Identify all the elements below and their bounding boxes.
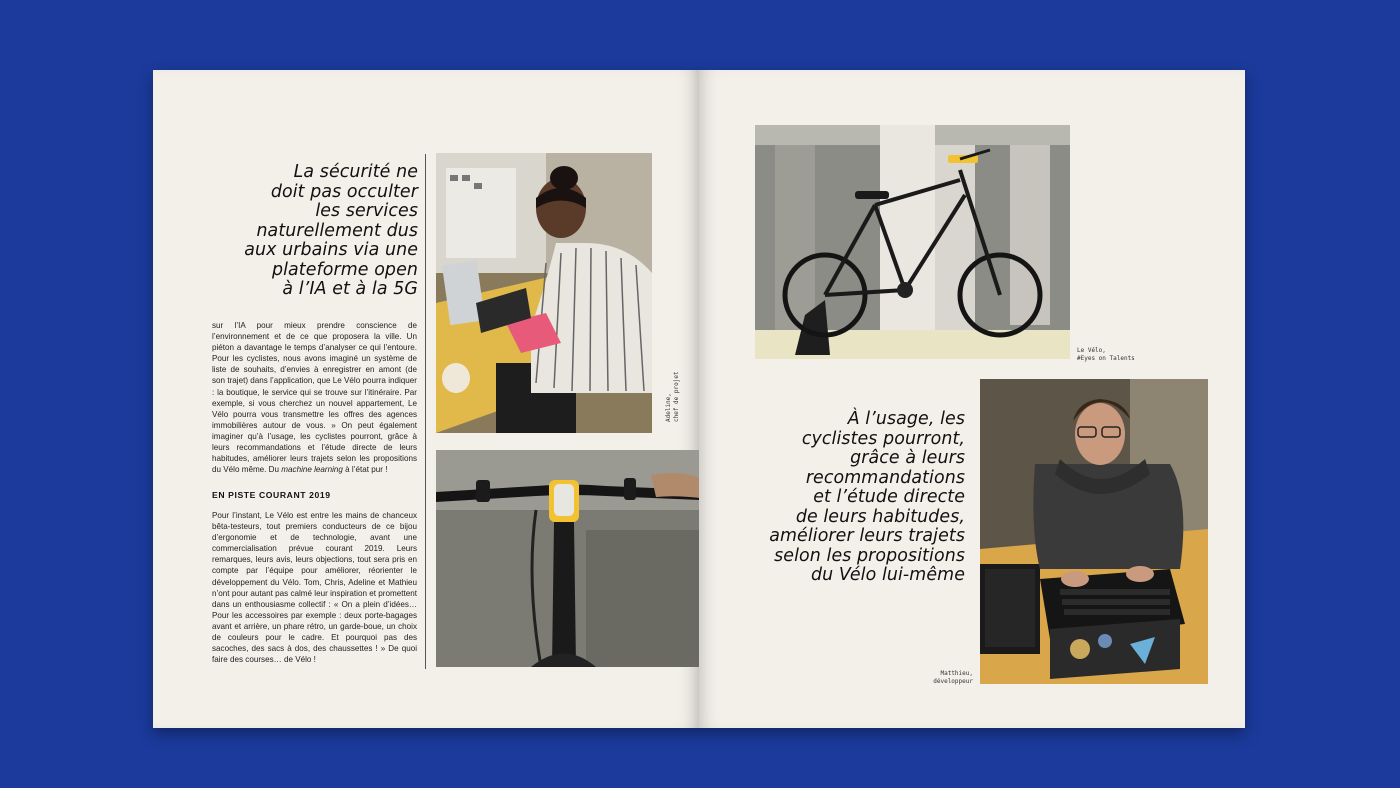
body-paragraph-1 [212, 320, 417, 475]
caption-line: développeur [933, 678, 973, 685]
woman-laptop-photo [436, 153, 652, 433]
pull-quote-line: La sécurité ne [293, 162, 418, 182]
pull-quote-line: recommandations [805, 467, 965, 488]
left-page [153, 70, 699, 728]
caption-mathieu [929, 670, 973, 686]
bike-showroom-photo [755, 125, 1070, 359]
pull-quote-line: cyclistes pourront, [801, 428, 965, 449]
italic-term: machine learning [281, 465, 343, 475]
pull-quote-line: à l’IA et à la 5G [282, 279, 418, 299]
pull-quote-line: grâce à leurs [850, 448, 965, 468]
developer-laptop-photo [980, 379, 1208, 684]
pull-quote-line: les services [315, 201, 418, 221]
pull-quote-line: améliorer leurs trajets [769, 526, 965, 546]
pull-quote-line: de leurs habitudes, [795, 506, 965, 527]
right-pull-quote [699, 410, 965, 586]
bike-handlebar-photo [436, 450, 700, 667]
caption-adeline [665, 371, 681, 422]
body-paragraph-2: Pour l’instant, Le Vélo est entre les mains de chanceux bêta-testeurs, tout premiers conducteurs de ce bijou d’ergonomie et de technologie, avant une commercialisation prévue courant 2019. Leurs remarques, leurs avis, leurs objections, tout sera pris en compte par l’équipe pour améliorer, réorienter le développement du Vélo. Tom, Chris, Adeline et Mathieu n’ont pour autant pas calmé leur inspiration et promettent dans un enthousiasme collectif : « On a plein d’idées… Pour les accessoires par exemple : deux porte-bagages avant et arrière, un phare rétro, un garde-boue, un choix de couleurs pour le cadre. Et pourquoi pas des sacoches, des sacs à dos, des chaussettes ! » De quoi faire des courses… de Vélo ! [212, 511, 417, 665]
pull-quote-line: aux urbains via une [244, 240, 418, 260]
pull-quote-line: naturellement dus [256, 220, 418, 241]
pull-quote-line: À l’usage, les [847, 409, 965, 429]
caption-bike [1077, 347, 1135, 363]
caption-line: Matthieu, [940, 670, 973, 677]
pull-quote-line: plateforme open [271, 259, 418, 280]
caption-line: Adeline, [665, 393, 672, 422]
pull-quote-line: du Vélo lui-même [810, 565, 965, 585]
pull-quote-line: et l’étude directe [813, 487, 965, 507]
body-text-span: sur l’IA pour mieux prendre conscience de l’environnement et de ce que proposera la ville. Un piéton a davantage le temps d’analyser ce qui l’entoure. Pour les cyclistes, nous avons imaginé un système de liste de souhaits, d’envies à enregistrer en amont (de son trajet) dans l’application, que Le Vélo pourra indiquer : la boutique, le service qui se trouve sur l’itinéraire. Par exemple, si vous cherchez un nouvel appartement, Le Vélo pourra vous transmettre les offres des agences immobilières autour de vous. » On peut également imaginer qu’à l’usage, les cyclistes pourront, grâce à leurs recommandations et l’étude directe de leurs habitudes, améliorer leurs trajets selon les propositions du Vélo même. Du [212, 321, 417, 475]
left-pull-quote [153, 163, 418, 300]
section-heading: EN PISTE COURANT 2019 [212, 490, 331, 500]
body-text-span: à l’état pur ! [342, 465, 388, 475]
magazine-spread [153, 70, 1245, 728]
caption-line: #Eyes on Talents [1077, 355, 1135, 362]
caption-line: chef de projet [673, 371, 680, 422]
column-divider [425, 154, 426, 669]
pull-quote-line: selon les propositions [774, 545, 965, 566]
right-page [699, 70, 1245, 728]
pull-quote-line: doit pas occulter [270, 181, 418, 202]
caption-line: Le Vélo, [1077, 347, 1106, 354]
